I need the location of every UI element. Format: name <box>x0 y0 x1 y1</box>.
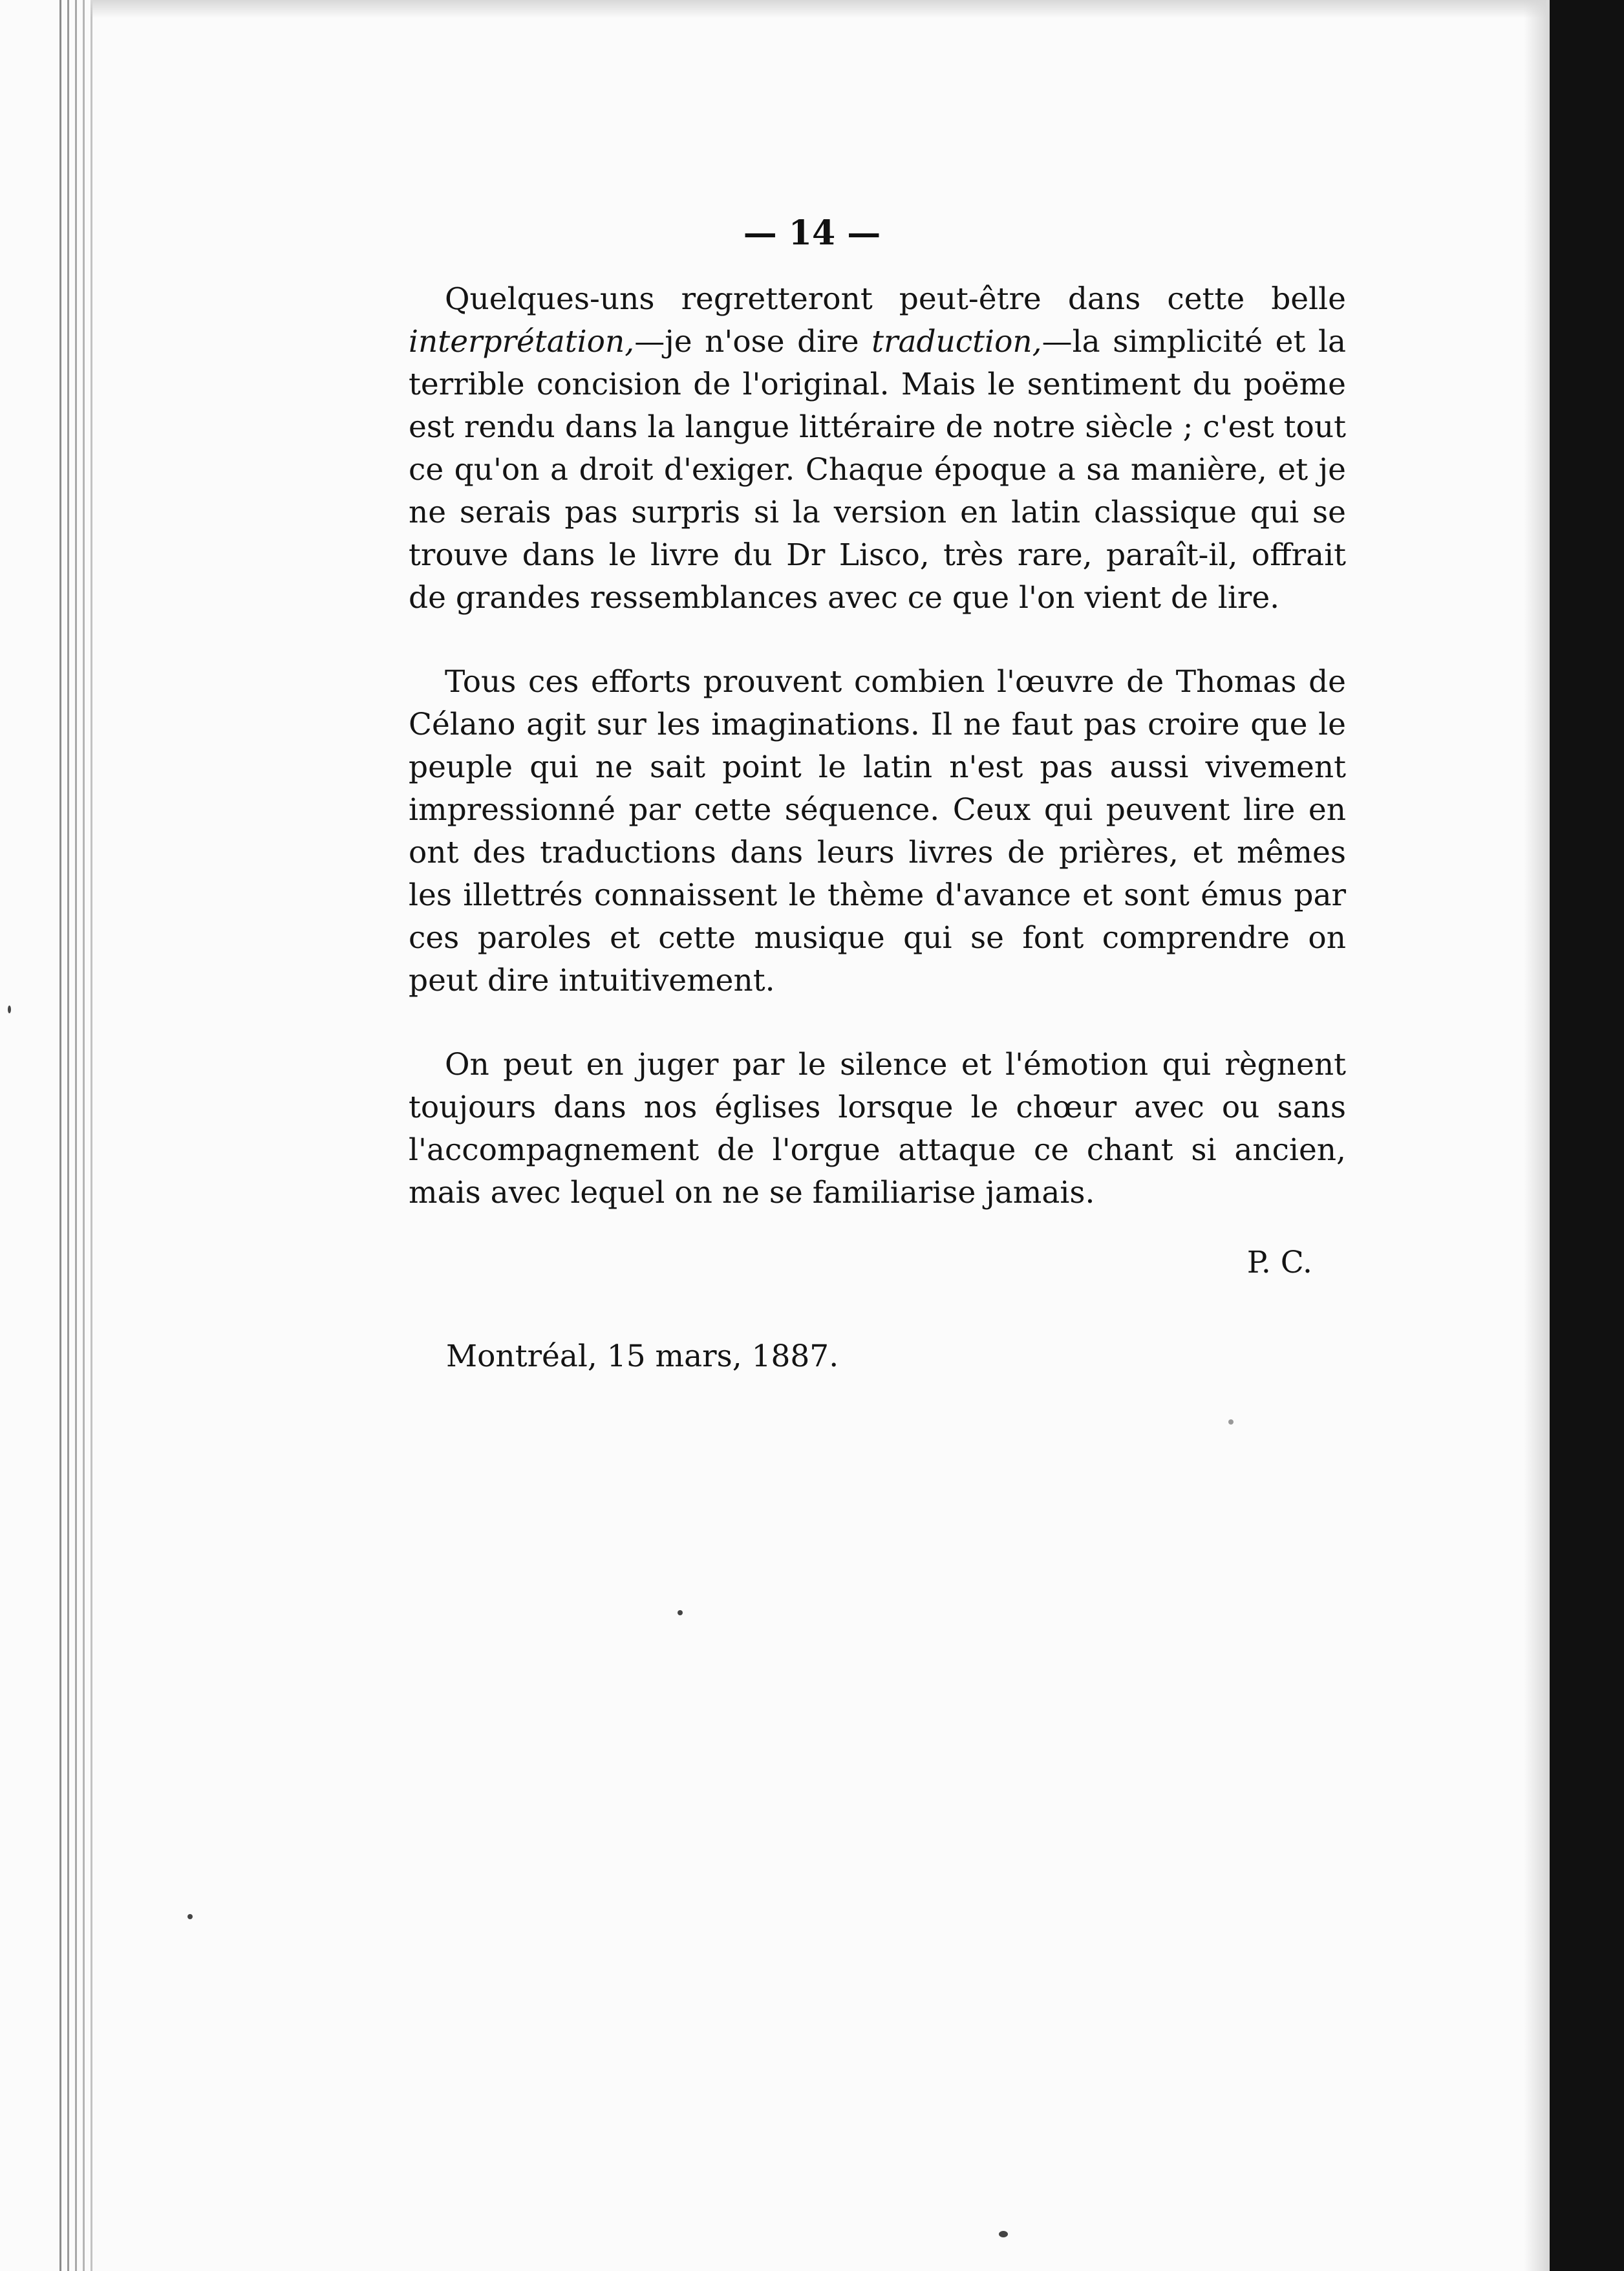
scan-speck <box>8 1006 11 1013</box>
signature: P. C. <box>1246 1245 1312 1280</box>
paragraph-1-text-a: Quelques-uns regretteront peut-être dans cette belle <box>445 281 1346 317</box>
scan-shadow <box>91 0 1546 18</box>
paragraph-2: Tous ces efforts prouvent combien l'œuvre de Thomas de Célano agit sur les imaginations. Il ne faut pas croire que le peuple qui ne sait point le latin n'est pas aussi vivement impressionné par cette séquence. Ceux qui peuvent lire en ont des traductions dans leurs livres de prières, et mêmes les illettrés connaissent le thème d'avance et sont émus par ces paroles et cette musique qui se font comprendre on peut dire intuitivement. <box>409 664 1346 998</box>
paragraph-1 <box>409 278 1346 619</box>
paragraph-3: On peut en juger par le silence et l'émotion qui règnent toujours dans nos églises lorsque le chœur avec ou sans l'accompagnement de l'orgue attaque ce chant si ancien, mais avec lequel on ne se familiarise jamais. <box>409 1047 1346 1211</box>
body-text <box>409 278 1346 1256</box>
scan-speck <box>1228 1419 1234 1425</box>
scan-border <box>1550 0 1624 2271</box>
scan-speck <box>678 1610 683 1615</box>
scan-speck <box>999 2231 1008 2237</box>
paragraph-1-text-c: —la simplicité et la terrible concision de l'original. Mais le sentiment du poëme est rendu dans la langue littéraire de notre siècle ; c'est tout ce qu'on a droit d'exiger. Chaque époque a sa manière, et je ne serais pas surpris si la version en latin classique qui se trouve dans le livre du Dr Lisco, très rare, paraît-il, offrait de grandes ressemblances avec ce que l'on vient de lire. <box>409 324 1346 616</box>
paragraph-1-italic-interpretation: interprétation, <box>409 324 635 360</box>
page-edge <box>75 0 77 2271</box>
page-edge <box>59 0 61 2271</box>
date-line: Montréal, 15 mars, 1887. <box>446 1339 839 1374</box>
page-edge <box>67 0 69 2271</box>
paragraph-1-text-b: —je n'ose dire <box>634 324 872 360</box>
page-edge <box>83 0 85 2271</box>
paragraph-1-italic-traduction: traduction, <box>871 324 1042 360</box>
scan-speck <box>187 1914 193 1919</box>
page-number: — 14 — <box>743 213 881 253</box>
page-edge <box>91 0 92 2271</box>
